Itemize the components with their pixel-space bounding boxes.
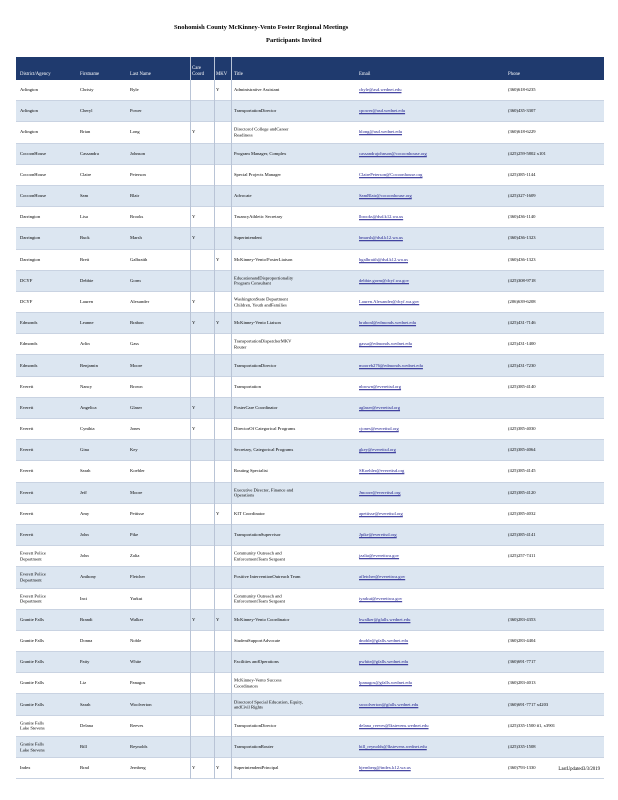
table-row [16, 673, 604, 694]
cell-last: Long [130, 129, 140, 135]
cell-district: Everett [20, 532, 34, 538]
cell-title: Directorof College andCareer Readiness [234, 126, 289, 138]
cell-title: TruancyAthletic Secretary [234, 214, 283, 220]
table-row [16, 207, 604, 228]
cell-phone: (425)385-4030 [508, 426, 536, 432]
participants-table [16, 57, 604, 779]
table-row [16, 631, 604, 652]
table-row [16, 144, 604, 165]
cell-district: Darrington [20, 256, 41, 262]
cell-title: TransportationDispatcherMKV Router [234, 338, 292, 350]
table-row [16, 483, 604, 504]
table-row [16, 419, 604, 440]
cell-care: Y [192, 299, 196, 305]
cell-district: Everett [20, 489, 34, 495]
cell-email[interactable]: cbyle@asd.wednet.edu [359, 87, 402, 93]
cell-title: Positive InterventionOutreach Team [234, 574, 301, 580]
cell-first: Jeff [80, 489, 87, 495]
cell-title: Routing Specialist [234, 468, 268, 474]
cell-district: DCYF [20, 299, 33, 305]
cell-title: Community Outreach and EnforcementTeam Sergeant [234, 593, 285, 604]
cell-district: Everett Police Department [20, 550, 46, 562]
cell-first: Bill [80, 744, 87, 750]
cell-last: Koehler [130, 468, 145, 474]
table-row [16, 694, 604, 715]
cell-first: Inci [80, 595, 88, 601]
cell-email[interactable]: afletcher@everettwa.gov [359, 574, 406, 580]
cell-first: Benjamin [80, 362, 98, 368]
cell-email[interactable]: dnoble@gfalls.wednet.edu [359, 638, 409, 644]
cell-email[interactable]: cassandrajohnson@cocoonhouse.org [359, 150, 427, 156]
cell-mkv: Y [216, 511, 220, 517]
cell-email[interactable]: Jmoore@everettsd.org [359, 489, 401, 495]
table-row [16, 292, 604, 313]
cell-phone: (425)385-4064 [508, 447, 536, 453]
table-row [16, 355, 604, 376]
cell-first: Leanne [80, 320, 94, 326]
table-row [16, 737, 604, 758]
cell-care: Y [192, 405, 196, 411]
cell-district: Granite Falls [20, 638, 44, 644]
cell-district: Everett [20, 447, 34, 453]
cell-email[interactable]: bmarsh@dsd.k12.wa.us [359, 235, 403, 241]
cell-last: Panagos [130, 680, 146, 686]
cell-last: Gass [130, 341, 139, 347]
title-line-2: Participants Invited [266, 37, 322, 44]
cell-phone: (425)385-4120 [508, 489, 536, 495]
cell-phone: (425)327-1609 [508, 193, 536, 199]
cell-first: Amy [80, 511, 90, 517]
table-row [16, 546, 604, 567]
cell-title: McKinney-Vento Liaison [234, 320, 281, 326]
cell-district: Index [20, 765, 31, 771]
cell-title: TransportationDirector [234, 362, 277, 368]
cell-phone: (360)436-1323 [508, 235, 536, 241]
cell-last: Reynolds [130, 744, 148, 750]
cell-email[interactable]: lpanagos@gfalls.wednet.edu [359, 680, 412, 686]
cell-last: Moore [130, 489, 143, 495]
cell-title: TransportationSupervisor [234, 532, 281, 538]
cell-title: Facilities andOperations [234, 659, 279, 665]
cell-last: Jones [130, 426, 141, 432]
cell-district: Granite Falls [20, 616, 44, 622]
cell-last: Byle [130, 87, 139, 93]
cell-phone: (360)435-3307 [508, 108, 536, 114]
cell-first: Angelica [80, 405, 97, 411]
cell-district: Edmonds [20, 341, 38, 347]
cell-email[interactable]: ClairePeterson@Cocoonhouse.org [359, 172, 423, 178]
cell-first: Delana [80, 722, 94, 728]
cell-title: Transportation [234, 383, 261, 389]
cell-district: Granite Falls [20, 680, 44, 686]
cell-email[interactable]: SamBlair@cocoonhouse.org [359, 193, 412, 199]
cell-phone: (425)431-7146 [508, 320, 536, 326]
cell-district: CocoonHouse [20, 193, 47, 199]
cell-first: Nancy [80, 383, 92, 389]
cell-last: Yarkut [130, 595, 143, 601]
cell-mkv: Y [216, 87, 220, 93]
cell-title: DirectorOf Categorical Programs [234, 426, 296, 432]
column-divider [214, 57, 215, 779]
cell-phone: (360)436-1323 [508, 256, 536, 262]
cell-first: Brandi [80, 616, 93, 622]
cell-first: Sarah [80, 701, 91, 707]
cell-phone: (425)385-4032 [508, 511, 536, 517]
cell-email[interactable]: blong@asd.wednet.edu [359, 129, 403, 135]
table-row [16, 228, 604, 249]
cell-district: Edmonds [20, 320, 38, 326]
cell-phone: (360)436-1140 [508, 214, 536, 220]
table-row [16, 504, 604, 525]
cell-last: Zalia [130, 553, 140, 559]
cell-district: CocoonHouse [20, 172, 47, 178]
cell-email[interactable]: bwalker@gfalls.wednet.edu [359, 616, 411, 622]
cell-last: Fletcher [130, 574, 146, 580]
table-row [16, 716, 604, 737]
cell-mkv: Y [216, 256, 220, 262]
header-email: Email [359, 71, 371, 77]
cell-title: TransportationDirector [234, 722, 277, 728]
cell-phone: (360)283-4353 [508, 616, 536, 622]
table-row [16, 165, 604, 186]
table-row [16, 334, 604, 355]
cell-district: Everett Police Department [20, 571, 46, 583]
cell-email[interactable]: mooreb276@edmonds.wednet.edu [359, 362, 423, 368]
cell-title: Secretary, Categorical Programs [234, 447, 294, 453]
column-divider [231, 57, 232, 779]
table-row [16, 525, 604, 546]
cell-first: Claire [80, 172, 92, 178]
cell-phone: (425)385-4140 [508, 383, 536, 389]
cell-last: Blair [130, 193, 140, 199]
cell-last: Walker [130, 616, 144, 622]
cell-district: Granite Falls Lake Stevens [20, 741, 45, 752]
cell-phone: (425)335-1508 [508, 744, 536, 750]
cell-last: Brabon [130, 320, 144, 326]
cell-first: Brian [80, 129, 91, 135]
cell-first: Liz [80, 680, 87, 686]
cell-email[interactable]: cjones@everettsd.org [359, 426, 399, 432]
cell-first: Lisa [80, 214, 88, 220]
cell-phone: (425)385-4141 [508, 532, 536, 538]
title-line-1: Snohomish County McKinney-Vento Foster Regional Meetings [174, 24, 349, 31]
cell-last: Pike [130, 532, 139, 538]
cell-district: Everett [20, 511, 34, 517]
cell-last: Noble [130, 638, 142, 644]
table-row [16, 101, 604, 122]
cell-phone: (360)283-4404 [508, 638, 536, 644]
cell-mkv: Y [216, 765, 220, 771]
cell-first: Donna [80, 638, 93, 644]
cell-email[interactable]: bgalbraith@dsd.k12.wa.us [359, 256, 409, 262]
cell-email[interactable]: Lauren.Alexander@dcyf.wa.gov [359, 299, 420, 305]
cell-email[interactable]: debbie.gorm@dcyf.wa.gov [359, 277, 410, 283]
cell-phone: (425)257-7411 [508, 553, 536, 559]
cell-phone: (425)335-1500 #1, x3901 [508, 722, 556, 728]
table-row [16, 250, 604, 271]
table-body [16, 80, 604, 779]
cell-phone: (360)618-6235 [508, 87, 536, 93]
cell-email[interactable]: Jpike@everettsd.org [359, 532, 397, 538]
cell-email[interactable]: delana_reeves@lkstevens.wednet.edu [359, 722, 429, 728]
cell-first: John [80, 553, 89, 559]
table-row [16, 398, 604, 419]
cell-first: Cassandra [80, 150, 99, 156]
cell-email[interactable]: swoolverton@gfalls.wednet.edu [359, 701, 419, 707]
table-row [16, 122, 604, 143]
cell-title: McKinney-Vento/FosterLiaison [234, 256, 293, 262]
cell-title: Executive Director, Finance and Operations [234, 487, 294, 498]
header-title: Title [234, 71, 243, 77]
table-row [16, 652, 604, 673]
cell-first: Brad [80, 765, 89, 771]
cell-email[interactable]: brabonl@edmonds.wednet.edu [359, 320, 417, 326]
cell-first: Cheryl [80, 108, 93, 114]
header-phone: Phone [508, 71, 520, 77]
cell-title: WashingtonState Department Children, Youth andFamilies [234, 296, 288, 307]
cell-care: Y [192, 129, 196, 135]
cell-email[interactable]: aglaser@everettsd.org [359, 405, 401, 411]
cell-district: Arlington [20, 108, 38, 114]
cell-title: TransportationRouter [234, 744, 274, 750]
cell-title: Superintendent [234, 235, 262, 241]
cell-phone: (425)431-7230 [508, 362, 536, 368]
table-row [16, 610, 604, 631]
cell-last: White [130, 659, 142, 665]
cell-district: Everett [20, 405, 34, 411]
cell-email[interactable]: lbrooks@dsd.k12.wa.us [359, 214, 404, 220]
header-care-coord: Care Coord [192, 66, 204, 77]
cell-last: Brooks [130, 214, 144, 220]
cell-last: Galbraith [130, 256, 148, 262]
cell-district: Everett [20, 383, 34, 389]
cell-first: Lauren [80, 299, 94, 305]
cell-last: Johnson [130, 150, 146, 156]
cell-last: Peterson [130, 172, 146, 178]
cell-last: Jernberg [130, 765, 146, 771]
cell-first: John [80, 532, 89, 538]
last-updated-note: LastUpdated3/3/2019 [558, 767, 600, 772]
cell-email[interactable]: pwhite@gfalls.wednet.edu [359, 659, 409, 665]
cell-first: Gina [80, 447, 89, 453]
cell-phone: (425)385-1144 [508, 172, 536, 178]
cell-phone: (360)283-4013 [508, 680, 536, 686]
table-row [16, 186, 604, 207]
cell-care: Y [192, 426, 196, 432]
cell-last: Marsh [130, 235, 142, 241]
cell-phone: (425)385-4145 [508, 468, 536, 474]
cell-title: Administrative Assistant [234, 87, 280, 93]
cell-district: Granite Falls [20, 701, 44, 707]
header-mkv: MKV [216, 71, 228, 77]
cell-care: Y [192, 320, 196, 326]
cell-title: Special Projects Manager [234, 172, 281, 178]
cell-last: Brown [130, 383, 143, 389]
cell-first: Buck [80, 235, 90, 241]
cell-title: FosterCare Coordinator [234, 405, 278, 411]
cell-phone: (425)308-9718 [508, 277, 536, 283]
cell-last: Alexander [130, 299, 150, 305]
cell-title: McKinney-Vento Success Coordinators [234, 677, 282, 689]
cell-last: Glaser [130, 405, 142, 411]
cell-mkv: Y [216, 320, 220, 326]
cell-first: Arlin [80, 341, 90, 347]
cell-district: DCYF [20, 277, 33, 283]
table-row [16, 80, 604, 101]
cell-district: CocoonHouse [20, 150, 47, 156]
table-row [16, 567, 604, 588]
cell-district: Granite Falls Lake Stevens [20, 720, 45, 731]
cell-email[interactable]: gkey@everettsd.org [359, 447, 396, 453]
cell-phone: (425)259-5802 x101 [508, 150, 546, 156]
column-divider [190, 57, 191, 779]
cell-title: TransportationDirector [234, 108, 277, 114]
cell-title: Advocate [234, 193, 252, 199]
cell-title: EducationandDisproportionality Program Consultant [234, 275, 294, 286]
table-row [16, 377, 604, 398]
header-lastname: Last Name [130, 71, 151, 77]
cell-first: Cynthia [80, 426, 95, 432]
cell-title: Community Outreach and EnforcementTeam Sergeant [234, 550, 285, 562]
header-firstname: Firstname [80, 71, 100, 77]
cell-phone: (360)618-6229 [508, 129, 536, 135]
cell-title: KIT Coordinator [234, 511, 265, 517]
cell-first: Debbie [80, 277, 94, 283]
table-row [16, 461, 604, 482]
table-row [16, 589, 604, 610]
cell-email[interactable]: apettisse@everettsd.org [359, 511, 403, 517]
cell-first: Sam [80, 193, 89, 199]
cell-first: Patty [80, 659, 90, 665]
table-header [16, 57, 604, 80]
cell-care: Y [192, 235, 196, 241]
cell-district: Edmonds [20, 362, 38, 368]
cell-first: Brett [80, 256, 90, 262]
cell-phone: (360)691-7717 x4203 [508, 701, 549, 707]
cell-last: Moore [130, 362, 143, 368]
cell-last: Woolverton [130, 701, 152, 707]
cell-district: Darrington [20, 214, 41, 220]
cell-district: Everett [20, 426, 34, 432]
cell-care: Y [192, 616, 196, 622]
cell-phone: (425)431-1400 [508, 341, 536, 347]
cell-first: Christy [80, 87, 94, 93]
cell-last: Gorm [130, 277, 141, 283]
cell-district: Darrington [20, 235, 41, 241]
table-row [16, 313, 604, 334]
table-row [16, 271, 604, 292]
cell-last: Key [130, 447, 138, 453]
cell-district: Everett [20, 468, 34, 474]
cell-email[interactable]: jzalia@everettwa.gov [359, 553, 400, 559]
cell-district: Arlington [20, 129, 38, 135]
cell-district: Everett Police Department [20, 593, 46, 604]
cell-care: Y [192, 765, 196, 771]
cell-phone: (206)639-6208 [508, 299, 536, 305]
cell-phone: (360)793-1330 [508, 765, 536, 771]
table-row [16, 440, 604, 461]
cell-title: McKinney-Vento Coordinator [234, 616, 290, 622]
cell-care: Y [192, 214, 196, 220]
cell-first: Sarah [80, 468, 91, 474]
cell-email[interactable]: iyarkut@everettwa.gov [359, 595, 403, 601]
cell-email[interactable]: nbrown@everettsd.org [359, 383, 402, 389]
cell-title: Program Manager, Complex [234, 150, 287, 156]
cell-email[interactable]: bill_reynolds@lkstevens.wednet.edu [359, 744, 427, 750]
cell-phone: (360)691-7717 [508, 659, 536, 665]
cell-first: Anthony [80, 574, 97, 580]
cell-email[interactable]: gassa@edmonds.wednet.edu [359, 341, 412, 347]
cell-title: StudentSupportAdvocate [234, 638, 281, 644]
cell-email[interactable]: SKoehler@everettsd.org [359, 468, 405, 474]
cell-email[interactable]: bjernberg@index.k12.wa.us [359, 765, 411, 771]
cell-last: Reeves [130, 722, 144, 728]
header-district: District/Agency [20, 71, 51, 77]
cell-title: SuperintendentPrincipal [234, 765, 279, 771]
cell-district: Arlington [20, 87, 38, 93]
cell-last: Pettisse [130, 511, 145, 517]
cell-last: Power [130, 108, 142, 114]
cell-mkv: Y [216, 616, 220, 622]
cell-district: Granite Falls [20, 659, 44, 665]
cell-email[interactable]: cpower@asd.wednet.edu [359, 108, 406, 114]
table-row [16, 758, 604, 779]
cell-title: Directorof Special Education, Equity, andCivil Rights [234, 698, 303, 710]
